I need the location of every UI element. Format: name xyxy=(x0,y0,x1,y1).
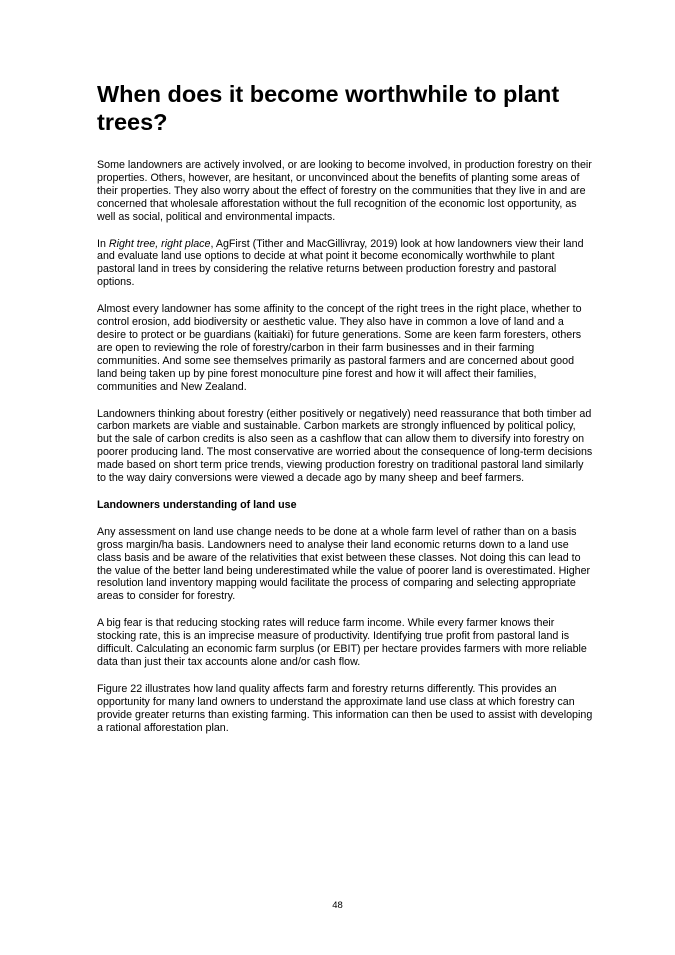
publication-title: Right tree, right place xyxy=(108,237,211,250)
paragraph-right-tree xyxy=(97,238,593,290)
paragraph-affinity: Almost every landowner has some affinity to the concept of the right trees in the right place, whether to control erosion, add biodiversity or aesthetic value. They also have in common a love of land and a desire to protect or be guardians (kaitiaki) for future generations. Some are keen farm foresters, others are open to reviewing the role of forestry/carbon in their farm businesses and in their farming communities. And some see themselves primarily as pastoral farmers and are concerned about good land being taken up by pine forest monoculture pine forest and how it will affect their families, communities and New Zealand. xyxy=(97,303,582,393)
paragraph-assessment: Any assessment on land use change needs to be done at a whole farm level of rather than on a basis gross margin/ha basis. Landowners need to analyse their land economic returns down to a land use class basis and be aware of the relativities that exist between these classes. Not doing this can lead to the value of the better land being underestimated while the value of poorer land is overestimated. Higher resolution land inventory mapping would facilitate the process of comparing and selecting appropriate areas to consider for forestry. xyxy=(97,525,591,603)
paragraph-intro: Some landowners are actively involved, or are looking to become involved, in production forestry on their properties. Others, however, are hesitant, or unconvinced about the benefits of planting some areas of their properties. They also worry about the effect of forestry on the communities that they live in and are concerned that wholesale afforestation without the full recognition of the economic lost opportunity, as well as social, political and environmental impacts. xyxy=(97,159,592,223)
paragraph-markets: Landowners thinking about forestry (either positively or negatively) need reassurance that both timber ad carbon markets are viable and sustainable. Carbon markets are strongly influenced by political policy, but the sale of carbon credits is also seen as a cashflow that can allow them to diversify into forestry on poorer producing land. The most conservative are worried about the consequence of long-term decisions made based on short term price trends, viewing production forestry on traditional pastoral land similarly to the way dairy conversions were viewed a decade ago by many sheep and beef farmers. xyxy=(97,407,593,485)
page-content xyxy=(97,80,593,749)
page-title: When does it become worthwhile to plant trees? xyxy=(97,81,560,135)
paragraph-right-tree-body: , AgFirst (Tither and MacGillivray, 2019) look at how landowners view their land and evaluate land use options to decide at what point it become economically worthwhile to plant pastoral land in trees by considering the relative returns between production forestry and pastoral options. xyxy=(97,237,584,289)
paragraph-figure-22: Figure 22 illustrates how land quality affects farm and forestry returns differently. This provides an opportunity for many land owners to understand the approximate land use class at which forestry can provide greater returns than existing farming. This information can then be used to assist with developing a rational afforestation plan. xyxy=(97,682,593,734)
page-number: 48 xyxy=(332,900,343,911)
section-heading: Landowners understanding of land use xyxy=(97,498,297,511)
paragraph-right-tree-prefix: In xyxy=(97,237,109,250)
paragraph-stocking: A big fear is that reducing stocking rates will reduce farm income. While every farmer knows their stocking rate, this is an imprecise measure of productivity. Identifying true profit from pastoral land is difficult. Calculating an economic farm surplus (or EBIT) per hectare provides farmers with more reliable data than just their tax accounts alone and/or cash flow. xyxy=(97,617,587,668)
